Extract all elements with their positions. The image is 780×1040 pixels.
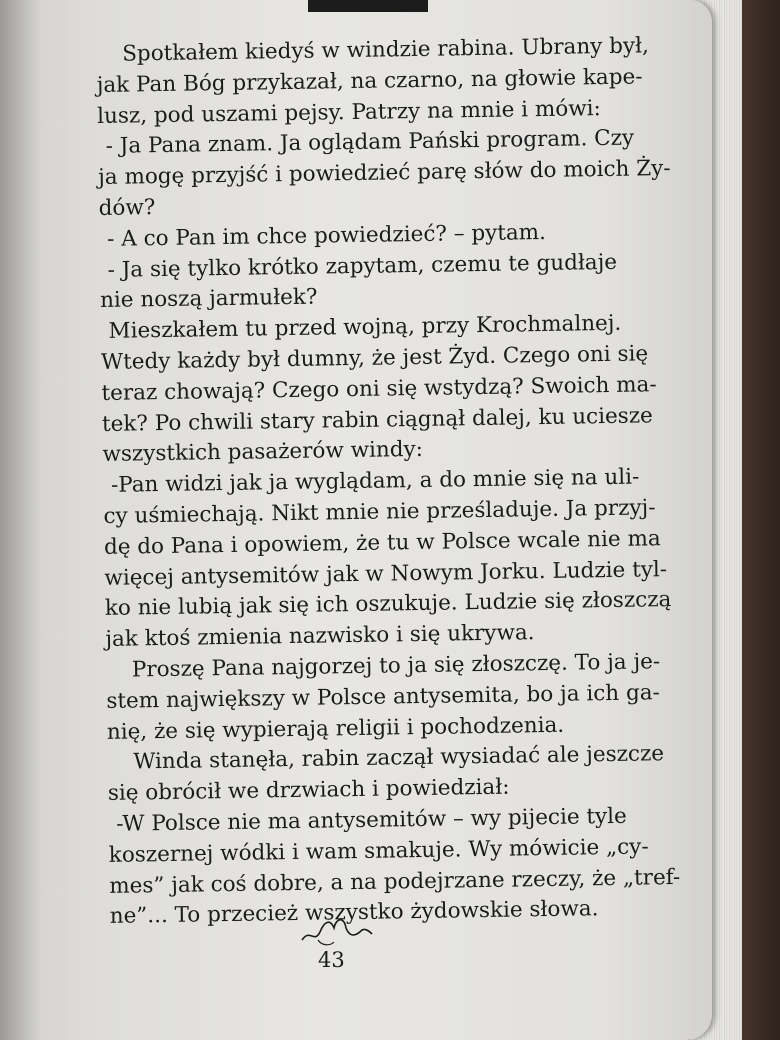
text-line: dów? bbox=[98, 195, 156, 221]
text-line: więcej antysemitów jak w Nowym Jorku. Ludzie tyl- bbox=[104, 556, 668, 591]
text-line: Mieszkałem tu przed wojną, przy Krochmalnej. bbox=[108, 310, 622, 345]
text-line: stem największy w Polsce antysemita, bo ja ich ga- bbox=[106, 679, 661, 714]
text-line: Wtedy każdy był dumny, że jest Żyd. Czego oni się bbox=[100, 341, 649, 375]
page-number: 43 bbox=[318, 948, 345, 972]
text-line: Winda stanęła, rabin zaczął wysiadać ale jeszcze bbox=[133, 741, 665, 775]
text-line: - Ja się tylko krótko zapytam, czemu te gudłaje bbox=[107, 249, 618, 283]
text-line: nię, że się wypierają religii i pochodzenia. bbox=[106, 712, 565, 745]
text-line: nie noszą jarmułek? bbox=[99, 284, 318, 314]
text-line: dę do Pana i opowiem, że tu w Polsce wcale nie ma bbox=[103, 525, 661, 560]
ornament-icon bbox=[296, 910, 376, 950]
text-line: teraz chowają? Czego oni się wstydzą? Swoich ma- bbox=[101, 372, 657, 406]
text-line: jak ktoś zmienia nazwisko i się ukrywa. bbox=[105, 620, 535, 653]
body-text bbox=[96, 32, 681, 933]
text-line: ko nie lubią jak się ich oszukuje. Ludzie się złoszczą bbox=[104, 587, 672, 622]
text-line: cy uśmiechają. Nikt mnie nie prześladuje. Ja przyj- bbox=[103, 495, 656, 529]
text-line: wszystkich pasażerów windy: bbox=[102, 437, 424, 468]
text-line: mes” jak coś dobre, a na podejrzane rzeczy, że „tref- bbox=[109, 864, 681, 899]
text-line: Spotkałem kiedyś w windzie rabina. Ubrany był, bbox=[122, 33, 650, 67]
top-decoration bbox=[308, 0, 428, 12]
text-line: tek? Po chwili stary rabin ciągnął dalej, ku uciesze bbox=[101, 402, 653, 437]
text-line: Proszę Pana najgorzej to ja się złoszczę. To ja je- bbox=[131, 649, 661, 683]
text-line: - Ja Pana znam. Ja oglądam Pański program. Czy bbox=[105, 125, 635, 160]
text-line: - A co Pan im chce powiedzieć? – pytam. bbox=[106, 219, 547, 252]
text-line: się obrócił we drzwiach i powiedział: bbox=[107, 774, 510, 807]
text-line: -Pan widzi jak ja wyglądam, a do mnie się na uli- bbox=[110, 464, 640, 498]
text-line: ne”... To przecież wszystko żydowskie słowa. bbox=[109, 896, 599, 930]
text-line: -W Polsce nie ma antysemitów – wy pijecie tyle bbox=[116, 803, 628, 837]
text-line: ja mogę przyjść i powiedzieć parę słów do moich Ży- bbox=[97, 156, 671, 191]
text-line: jak Pan Bóg przykazał, na czarno, na głowie kape- bbox=[96, 64, 643, 98]
text-line: lusz, pod uszami pejsy. Patrzy na mnie i mówi: bbox=[96, 95, 601, 129]
gutter-shadow bbox=[0, 0, 40, 1040]
text-line: koszernej wódki i wam smakuje. Wy mówicie „cy- bbox=[108, 834, 649, 868]
